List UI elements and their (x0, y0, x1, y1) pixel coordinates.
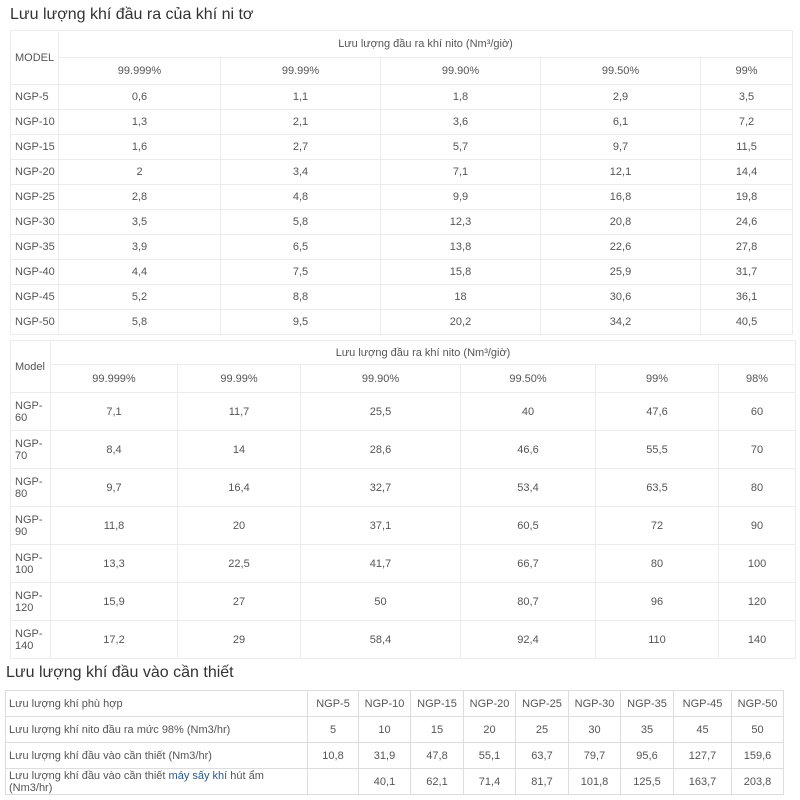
table-cell: 60,5 (461, 507, 596, 545)
table-cell: 32,7 (301, 469, 461, 507)
table-cell: 22,6 (541, 235, 701, 260)
table-cell: 13,8 (381, 235, 541, 260)
table-cell: 5,8 (59, 310, 221, 335)
table-cell: 6,5 (221, 235, 381, 260)
purity-header: 99.999% (59, 58, 221, 85)
table-cell: 3,4 (221, 160, 381, 185)
table-cell: 4,8 (221, 185, 381, 210)
model-cell: NGP-45 (11, 285, 59, 310)
table-cell: 11,5 (701, 135, 793, 160)
table-cell: 16,4 (178, 469, 301, 507)
model-cell: NGP-10 (11, 110, 59, 135)
table-cell: 203,8 (732, 769, 784, 795)
table-cell: 3,5 (701, 85, 793, 110)
table-cell: 24,6 (701, 210, 793, 235)
table-cell: 25 (516, 717, 569, 743)
model-header: NGP-50 (732, 691, 784, 717)
table-row (11, 260, 793, 285)
model-cell: NGP-35 (11, 235, 59, 260)
table-cell: 7,2 (701, 110, 793, 135)
model-cell: NGP-90 (11, 507, 51, 545)
section-title-output: Lưu lượng khí đầu ra của khí ni tơ (10, 6, 254, 23)
table-cell: 16,8 (541, 185, 701, 210)
header-row (11, 58, 793, 85)
table-cell: 72 (596, 507, 719, 545)
table-cell: 31,7 (701, 260, 793, 285)
table-cell: 1,1 (221, 85, 381, 110)
table-cell: 20 (464, 717, 516, 743)
dryer-link[interactable]: máy sấy khí (168, 769, 228, 782)
table-cell: 140 (719, 621, 796, 659)
table-row (11, 135, 793, 160)
table-cell: 5,7 (381, 135, 541, 160)
row-label (6, 769, 308, 795)
output-flow-table-small (10, 30, 793, 335)
header-row (6, 691, 784, 717)
table-cell: 30 (569, 717, 621, 743)
table-cell: 55,5 (596, 431, 719, 469)
table-cell: 101,8 (569, 769, 621, 795)
table-cell: 11,7 (178, 393, 301, 431)
table-cell: 19,8 (701, 185, 793, 210)
table-cell: 36,1 (701, 285, 793, 310)
model-cell: NGP-25 (11, 185, 59, 210)
table-cell: 53,4 (461, 469, 596, 507)
purity-header: 99.50% (541, 58, 701, 85)
table-cell: 27 (178, 583, 301, 621)
table-cell: 18 (381, 285, 541, 310)
table-cell: 63,7 (516, 743, 569, 769)
table-cell: 7,1 (51, 393, 178, 431)
table-row (11, 469, 796, 507)
model-header: NGP-25 (516, 691, 569, 717)
table-row (11, 185, 793, 210)
table-cell: 37,1 (301, 507, 461, 545)
table-cell: 125,5 (621, 769, 674, 795)
table-cell: 96 (596, 583, 719, 621)
table-row (11, 110, 793, 135)
table-row (11, 210, 793, 235)
table-row (11, 583, 796, 621)
model-cell: NGP-20 (11, 160, 59, 185)
purity-header: 99% (701, 58, 793, 85)
model-header: NGP-15 (411, 691, 464, 717)
model-header: NGP-5 (308, 691, 359, 717)
table-cell: 40,5 (701, 310, 793, 335)
table-cell: 46,6 (461, 431, 596, 469)
table-cell: 11,8 (51, 507, 178, 545)
table-cell: 34,2 (541, 310, 701, 335)
table-cell: 13,3 (51, 545, 178, 583)
table-cell: 3,6 (381, 110, 541, 135)
table-cell: 71,4 (464, 769, 516, 795)
table-cell: 62,1 (411, 769, 464, 795)
table-cell: 2 (59, 160, 221, 185)
table-row (11, 85, 793, 110)
row-label: Lưu lượng khí nito đầu ra mức 98% (Nm3/hr) (6, 717, 308, 743)
table-cell: 41,7 (301, 545, 461, 583)
table-cell: 95,6 (621, 743, 674, 769)
model-cell: NGP-60 (11, 393, 51, 431)
table-cell: 3,5 (59, 210, 221, 235)
purity-header: 99.90% (381, 58, 541, 85)
table-cell: 9,7 (541, 135, 701, 160)
table-cell: 2,8 (59, 185, 221, 210)
table-row (11, 310, 793, 335)
table-cell: 80 (719, 469, 796, 507)
model-header: MODEL (11, 31, 59, 85)
table-row (11, 235, 793, 260)
table-cell: 14 (178, 431, 301, 469)
table-cell: 2,1 (221, 110, 381, 135)
table-row (11, 285, 793, 310)
table-cell (308, 769, 359, 795)
row-label: Lưu lượng khí đầu vào cần thiết (Nm3/hr) (6, 743, 308, 769)
purity-header: 98% (719, 365, 796, 393)
table-cell: 5,8 (221, 210, 381, 235)
table-cell: 31,9 (359, 743, 411, 769)
table-cell: 15,8 (381, 260, 541, 285)
purity-header: 99.99% (178, 365, 301, 393)
model-header: NGP-20 (464, 691, 516, 717)
row-label-text: hút ẩm (Nm3/hr) (9, 769, 264, 794)
table-cell: 159,6 (732, 743, 784, 769)
table-cell: 15,9 (51, 583, 178, 621)
table-cell: 3,9 (59, 235, 221, 260)
table-cell: 80 (596, 545, 719, 583)
model-cell: NGP-30 (11, 210, 59, 235)
table-cell: 7,1 (381, 160, 541, 185)
table-cell: 1,3 (59, 110, 221, 135)
table-cell: 12,1 (541, 160, 701, 185)
purity-header: 99.99% (221, 58, 381, 85)
section-title-input: Lưu lượng khí đầu vào cần thiết (6, 664, 234, 681)
table-cell: 127,7 (674, 743, 732, 769)
table-cell: 4,4 (59, 260, 221, 285)
model-cell: NGP-120 (11, 583, 51, 621)
table-cell: 66,7 (461, 545, 596, 583)
table-row (11, 545, 796, 583)
table-row (11, 621, 796, 659)
table-cell: 1,6 (59, 135, 221, 160)
table-cell: 30,6 (541, 285, 701, 310)
output-flow-table-large (10, 340, 796, 659)
table-row (6, 743, 784, 769)
group-header: Lưu lượng đầu ra khí nito (Nm³/giờ) (51, 341, 796, 365)
table-cell: 2,7 (221, 135, 381, 160)
table-cell: 6,1 (541, 110, 701, 135)
table-cell: 58,4 (301, 621, 461, 659)
table-cell: 40,1 (359, 769, 411, 795)
model-cell: NGP-70 (11, 431, 51, 469)
table-cell: 9,5 (221, 310, 381, 335)
table-cell: 25,9 (541, 260, 701, 285)
header-row (11, 31, 793, 58)
table-cell: 35 (621, 717, 674, 743)
table-cell: 20 (178, 507, 301, 545)
model-header: NGP-10 (359, 691, 411, 717)
model-cell: NGP-40 (11, 260, 59, 285)
table-row (11, 507, 796, 545)
model-cell: NGP-80 (11, 469, 51, 507)
purity-header: 99.999% (51, 365, 178, 393)
purity-header: 99.90% (301, 365, 461, 393)
purity-header: 99% (596, 365, 719, 393)
table-cell: 28,6 (301, 431, 461, 469)
table-cell: 1,8 (381, 85, 541, 110)
model-header: NGP-35 (621, 691, 674, 717)
table-cell: 110 (596, 621, 719, 659)
table-cell: 63,5 (596, 469, 719, 507)
table-cell: 12,3 (381, 210, 541, 235)
table-cell: 17,2 (51, 621, 178, 659)
table-cell: 92,4 (461, 621, 596, 659)
table-cell: 2,9 (541, 85, 701, 110)
model-header: NGP-30 (569, 691, 621, 717)
table-row (6, 769, 784, 795)
table-cell: 9,7 (51, 469, 178, 507)
table-cell: 7,5 (221, 260, 381, 285)
table-cell: 8,8 (221, 285, 381, 310)
model-header: NGP-45 (674, 691, 732, 717)
table-cell: 15 (411, 717, 464, 743)
group-header: Lưu lượng đầu ra khí nito (Nm³/giờ) (59, 31, 793, 58)
header-row (11, 365, 796, 393)
table-cell: 14,4 (701, 160, 793, 185)
input-flow-table (5, 690, 784, 795)
table-cell: 25,5 (301, 393, 461, 431)
header-row (11, 341, 796, 365)
table-cell: 10,8 (308, 743, 359, 769)
table-cell: 22,5 (178, 545, 301, 583)
table-cell: 55,1 (464, 743, 516, 769)
table-row (6, 717, 784, 743)
table-cell: 120 (719, 583, 796, 621)
table-cell: 90 (719, 507, 796, 545)
table-cell: 81,7 (516, 769, 569, 795)
table-cell: 80,7 (461, 583, 596, 621)
table-cell: 60 (719, 393, 796, 431)
table-cell: 5 (308, 717, 359, 743)
table-cell: 47,8 (411, 743, 464, 769)
table-cell: 50 (732, 717, 784, 743)
table-row (11, 431, 796, 469)
table-cell: 0,6 (59, 85, 221, 110)
model-cell: NGP-15 (11, 135, 59, 160)
table-cell: 5,2 (59, 285, 221, 310)
model-header: Model (11, 341, 51, 393)
table-cell: 27,8 (701, 235, 793, 260)
table-cell: 70 (719, 431, 796, 469)
table-cell: 20,8 (541, 210, 701, 235)
purity-header: 99.50% (461, 365, 596, 393)
table-cell: 10 (359, 717, 411, 743)
table-cell: 9,9 (381, 185, 541, 210)
header-label: Lưu lượng khí phù hợp (6, 691, 308, 717)
table-cell: 50 (301, 583, 461, 621)
table-cell: 47,6 (596, 393, 719, 431)
table-row (11, 160, 793, 185)
table-cell: 29 (178, 621, 301, 659)
model-cell: NGP-100 (11, 545, 51, 583)
table-cell: 163,7 (674, 769, 732, 795)
table-cell: 40 (461, 393, 596, 431)
table-cell: 100 (719, 545, 796, 583)
model-cell: NGP-50 (11, 310, 59, 335)
model-cell: NGP-140 (11, 621, 51, 659)
table-cell: 45 (674, 717, 732, 743)
model-cell: NGP-5 (11, 85, 59, 110)
table-cell: 20,2 (381, 310, 541, 335)
table-row (11, 393, 796, 431)
table-cell: 79,7 (569, 743, 621, 769)
table-cell: 8,4 (51, 431, 178, 469)
row-label-text: Lưu lượng khí đầu vào cần thiết (9, 769, 169, 782)
